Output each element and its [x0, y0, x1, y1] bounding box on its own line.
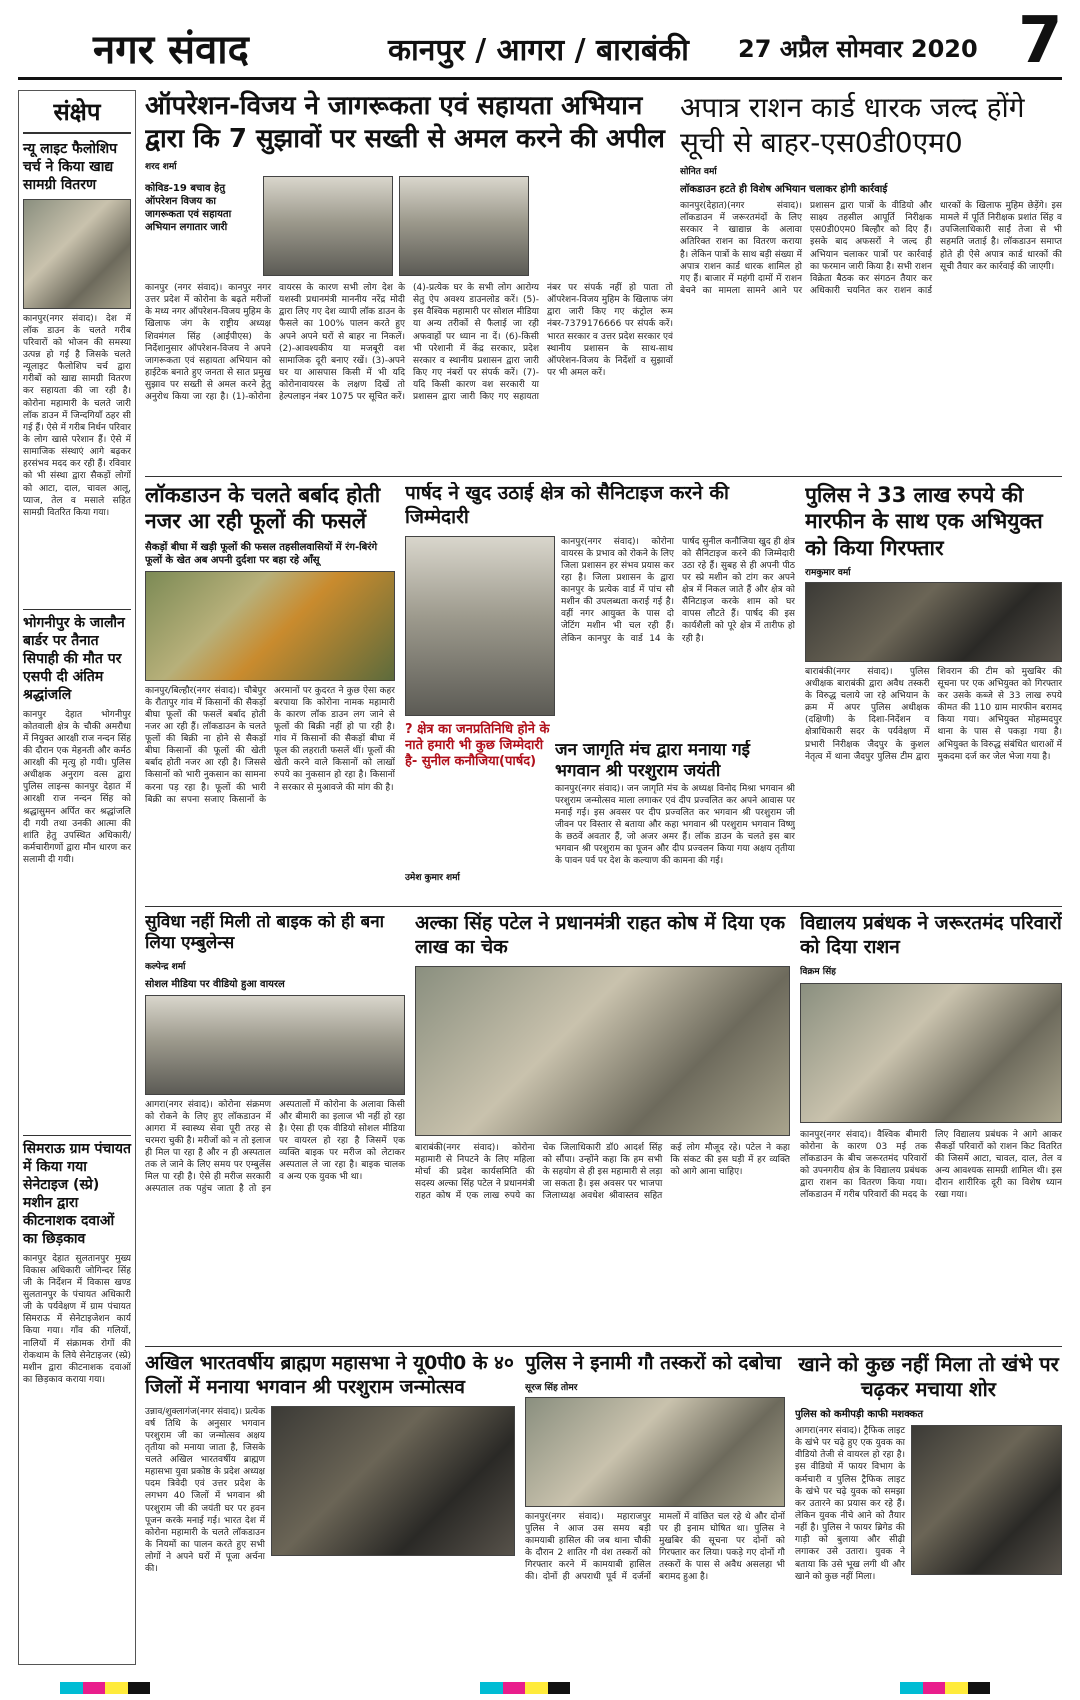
article-parshuram-jayanti [555, 740, 795, 905]
subheadline: कोविड-19 बचाव हेतु ऑपरेशन विजय का जागरूकता एवं सहायता अभियान लगातार जारी [145, 183, 232, 233]
article-body: आगरा(नगर संवाद)। कोरोना संक्रमण को रोकने के लिए हुए लॉकडाउन में आगरा में स्वास्थ्य सेवा पूरी तरह से चरमरा चुकी है। मरीजों को न तो इलाज ही मिल पा रहा है और न ही अस्पताल तक ले जाने के लिए समय पर एम्बुलेंस मिल पा रही है। ऐसे ही मरीज सरकारी अस्पताल तक पहुंच जाता है तो इन अस्पतालों में कोरोना के अलावा किसी और बीमारी का इलाज भी नहीं हो रहा है। ऐसा ही एक वीडियो सोशल मीडिया पर वायरल हो रहा है जिसमें एक व्यक्ति बाइक पर मरीज को लेटाकर अस्पताल ले जा रहा है। बाइक चालक व अन्य एक युवक भी था। [145, 1099, 405, 1195]
brief-body: कानपुर देहात भोगनीपुर कोतवाली क्षेत्र के चौकी अमरौधा में नियुक्त आरक्षी राज नन्दन सिंह की दौरान एक मेहनती और कर्मठ आरक्षी की मृत्यु हो गयी। पुलिस अधीक्षक अनुराग वत्स द्वारा पुलिस लाइन्स कानपुर देहात में आरक्षी राज नन्दन सिंह को श्रद्धासुमन अर्पित कर श्रद्धांजलि दी गयी तथा उनकी आत्मा की शांति हेतु उपस्थित अधिकारी/कर्मचारीगणों द्वारा मौन धारण कर सलामी दी गयी। [23, 709, 131, 866]
headline: अल्का सिंह पटेल ने प्रधानमंत्री राहत कोष में दिया एक लाख का चेक [415, 912, 786, 958]
article-body: कानपुर(नगर संवाद)। कोरोना वायरस के प्रभाव को रोकने के लिए जिला प्रशासन हर संभव प्रयास कर रहा है। जिला प्रशासन के द्वारा कानपुर के प्रत्येक वार्ड में पांच सौ मशीन की उपलब्धता कराई गई है। वहीं नगर आयुक्त के पास दो जेटिंग मशीन भी चल रही हैं। लेकिन कानपुर के वार्ड 14 के पार्षद सुनील कनौजिया खुद ही क्षेत्र को सैनिटाइज करने की जिम्मेदारी उठा रहे हैं। सुबह से ही अपनी पीठ पर स्प्रे मशीन को टांग कर अपने क्षेत्र में निकल जाते हैं और क्षेत्र को सैनिटाइज करके शाम को घर वापस लौटते हैं। पार्षद की इस कार्यशैली को पूरे क्षेत्र में तारीफ हो रही है। [561, 536, 795, 644]
article-ration-school [800, 912, 1062, 1342]
article-photo [399, 176, 529, 276]
article-photo [271, 1406, 515, 1556]
article-body: कानपुर (नगर संवाद)। कानपुर नगर उत्तर प्रदेश में कोरोना के बढ़ते मरीजों के मध्य नगर ऑपरेशन-विजय मुहिम के खिलाफ जंग के राष्ट्रीय अध्यक्ष शिवमंगल सिंह (आईपीएस) के निर्देशानुसार ऑपरेशन-विजय ने अपने जागरूकता एवं सहायता अभियान को हाईटेक बनाते हुए जनता से सात प्रमुख सुझाव पर सख्ती से अमल करने हेतु अनुरोध किया जा रहा है। (1)-कोरोना वायरस के कारण सभी लोग देश के यशस्वी प्रधानमंत्री माननीय नरेंद्र मोदी द्वारा लिए गए देश व्यापी लॉक डाउन के फैसले का 100% पालन करते हुए अपने अपने घरों से बाहर ना निकलें। (2)-आवश्यकीय या मजबूरी वश सामाजिक दूरी बनाए रखें। (3)-अपने घर या आसपास किसी में भी यदि कोरोनावायरस के लक्षण दिखें तो हेल्पलाइन नंबर 1075 पर सूचित करें। (4)-प्रत्येक घर के सभी लोग आरोग्य सेतु ऐप अवश्य डाउनलोड करें। (5)-इस वैश्विक महामारी पर सोशल मीडिया या अन्य तरीकों से फैलाई जा रही अफवाहों पर ध्यान ना दें। (6)-किसी भी परेशानी में केंद्र सरकार, प्रदेश सरकार व स्थानीय प्रशासन द्वारा जारी किए गए नंबरों पर संपर्क करें। (7)-यदि किसी कारण वश सरकारी या प्रशासन द्वारा जारी किए गए सहायता नंबर पर संपर्क नहीं हो पाता तो ऑपरेशन-विजय मुहिम के खिलाफ जंग द्वारा जारी किए गए कंट्रोल रूम नंबर-7379176666 पर संपर्क करें। भारत सरकार व उत्तर प्रदेश सरकार एवं स्थानीय प्रशासन के साथ-साथ ऑपरेशन-विजय के निर्देशों व सुझावों पर भी अमल करें। [145, 283, 673, 403]
article-photo [911, 1425, 1062, 1575]
brief-headline: सिमराऊ ग्राम पंचायत में किया गया सेनेटाइज (स्प्रे) मशीन द्वारा कीटनाशक दवाओं का छिड़काव [23, 1135, 131, 1249]
article-body: कानपुर(नगर संवाद)। महाराजपुर पुलिस ने आज उस समय बड़ी कामयाबी हासिल की जब थाना चौकी के दौरान 2 शातिर गौ वंश तस्करों को गिरफ्तार करने में कामयाबी हासिल की। दोनों ही अपराधी पूर्व में दर्जनों मामलों में वांछित चल रहे थे और दोनों पर ही इनाम घोषित था। पुलिस ने मुखबिर की सूचना पर दोनों को गिरफ्तार कर लिया। पकड़े गए दोनों गौ तस्करों के पास से अवैध असलहा भी बरामद हुआ है। [525, 1511, 785, 1583]
divider [145, 906, 1062, 907]
color-registration-bar [900, 1682, 990, 1694]
brief-body: कानपुर(नगर संवाद)। देश में लॉक डाउन के चलते गरीब परिवारों को भोजन की समस्या उत्पन्न हो गई है जिसके चलते न्यूलाइट फैलोशिप चर्च द्वारा गरीबों को खाद्य सामग्री वितरण कर सहायता की जा रही है। कोरोना महामारी के चलते जारी लॉक डाउन में जिन्दगियाँ ठहर सी गई हैं। ऐसे में गरीब निर्धन परिवार के लोग खासे परेशान हैं। ऐसे में सामाजिक संस्थाएं आगे बढ़कर हरसंभव मदद कर रही हैं। रविवार को भी संस्था द्वारा सैकड़ों लोगों को आटा, दाल, चावल आलू, प्याज, तेल व मसाले सहित सामग्री वितरित किया गया। [23, 313, 131, 518]
subheadline: सैकड़ों बीघा में खड़ी फूलों की फसल तहसीलवासियों में रंग-बिरंगे फूलों के खेत अब अपनी दुर्दशा पर बहा रहे आँसू [145, 541, 378, 566]
article-body: कानपुर(नगर संवाद)। जन जागृति मंच के अध्यक्ष विनोद मिश्रा भगवान श्री परशुराम जन्मोत्सव माला लगाकर एवं दीप प्रज्वलित कर अपने आवास पर मनाई गई। इस अवसर पर दीप प्रज्वलित कर भगवान श्री परशुराम जी जीवन पर विस्तार से बताया और कहा भगवान श्री परशुराम भगवान विष्णु के छठवें अवतार हैं, जो अजर अमर हैं। लॉक डाउन के चलते इस बार भगवान श्री परशुराम का पूजन और दीप प्रज्वलन किया गया अक्षय तृतीया के पावन पर्व पर देश के कल्याण की कामना की गई। [555, 783, 795, 867]
color-registration-bar [480, 1682, 570, 1694]
article-photo [525, 1397, 785, 1507]
headline: जन जागृति मंच द्वारा मनाया गई भगवान श्री परशुराम जयंती [555, 740, 751, 782]
article-morphine [805, 482, 1062, 902]
sidebar-briefs [18, 90, 136, 1665]
article-flowers [145, 482, 395, 892]
article-body: कानपुर(देहात)(नगर संवाद)। लॉकडाउन में जरूरतमंदों के लिए सरकार ने खाद्यान्न के अलावा अतिरिक्त राशन का वितरण कराया है। लेकिन पात्रों के साथ बड़ी संख्या में अपात्र राशन कार्ड धारक शामिल हो गए हैं। बाजार में महंगी दामों में राशन बेचने का मामला सामने आने पर प्रशासन द्वारा पात्रों के वीडियो और साक्ष्य तहसील आपूर्ति निरीक्षक एस0डी0एम0 बिल्हौर को दिए हैं। इसके बाद अफसरों ने जल्द ही अभियान चलाकर पात्रों पर कार्रवाई का फरमान जारी किया है। सभी राशन विक्रेता बैठक कर संगठन तैयार कर अधिकारी चयनित कर राशन कार्ड धारकों के खिलाफ मुहिम छेड़ेंगे। इस मामले में पूर्ति निरीक्षक प्रशांत सिंह व उपजिलाधिकारी साईं तेजा से भी सहमति जताई है। लॉकडाउन समाप्त होते ही ऐसे अपात्र कार्ड धारकों की सूची तैयार कर कार्रवाई की जाएगी। [680, 201, 1062, 296]
headline: पार्षद ने खुद उठाई क्षेत्र को सैनिटाइज करने की जिम्मेदारी [405, 482, 729, 528]
article-photo [145, 995, 405, 1095]
divider [145, 1346, 1062, 1347]
headline: सुविधा नहीं मिली तो बाइक को ही बना लिया एम्बुलेन्स [145, 912, 385, 954]
headline: अखिल भारतवर्षीय ब्राह्मण महासभा ने यू0पी0 के ४० जिलों में मनाया भगवान श्री परशुराम जन्मोत्सव [145, 1352, 514, 1398]
article-cow-smugglers [525, 1352, 785, 1662]
article-ambulance [145, 912, 405, 1342]
article-brahmin-mahasabha [145, 1352, 515, 1662]
article-pole [795, 1352, 1062, 1662]
article-photo [415, 966, 790, 1136]
masthead [18, 4, 1063, 80]
sidebar-title: संक्षेप [23, 95, 131, 134]
article-photo [800, 983, 1062, 1123]
cities: कानपुर / आगरा / बाराबंकी [388, 33, 689, 68]
article-ration-card [680, 90, 1062, 470]
pull-quote: ? क्षेत्र का जनप्रतिनिधि होने के नाते हमारी भी कुछ जिम्मेदारी है- सुनील कनौजिया(पार्षद) [405, 721, 550, 769]
section-title: नगर संवाद [93, 27, 249, 73]
headline: ऑपरेशन-विजय ने जागरूकता एवं सहायता अभियान द्वारा कि 7 सुझावों पर सख्ती से अमल करने की अपील [145, 91, 665, 154]
article-cheque [415, 912, 790, 1342]
brief-headline: भोगनीपुर के जालौन बार्डर पर तैनात सिपाही की मौत पर एसपी दी अंतिम श्रद्धांजलि [23, 609, 131, 705]
byline: सूरज सिंह तोमर [525, 1382, 578, 1393]
headline: खाने को कुछ नहीं मिला तो खंभे पर चढ़कर मचाया शोर [798, 1352, 1059, 1401]
article-body: कानपुर/बिल्हौर(नगर संवाद)। चौबेपुर के रौतापुर गांव में किसानों की सैकड़ों बीघा फूलों की फसलें बर्बाद होती नजर आ रही हैं। लॉकडाउन के चलते फूलों की बिक्री ना होने से सैकड़ों बीघा किसानों की फूलों की खेती बर्बाद होती नजर आ रही है। जिससे किसानों को भारी नुकसान का सामना करना पड़ रहा है। फूलों की भारी बिक्री का सपना सजाए किसानों के अरमानों पर कुदरत ने कुछ ऐसा कहर बरपाया कि कोरोना नामक महामारी के कारण लॉक डाउन लग जाने से फूलों की बिक्री नहीं हो पा रही है। गांव में किसानों की सैकड़ों बीघा में फूल की लहराती फसलें थीं। फूलों की खेती करने वाले किसानों को लाखों रुपये का नुकसान हो रहा है। किसानों ने सरकार से मुआवजे की मांग की है। [145, 685, 395, 805]
article-photo [145, 571, 395, 681]
headline: पुलिस ने इनामी गौ तस्करों को दबोचा [525, 1352, 782, 1374]
brief-body: कानपुर देहात सुलतानपुर मुख्य विकास अधिकारी जोगिन्दर सिंह जी के निर्देशन में विकास खण्ड सुलतानपुर के पंचायत अधिकारी जी के पर्यवेक्षण में ग्राम पंचायत सिमराऊ में सेनेटाइजेशन कार्य किया गया। गाँव की गलियों, नालियों में संक्रामक रोगों की रोकथाम के लिये सेनेटाइजर (स्प्रे) मशीन द्वारा कीटनाशक दवाओं का छिड़काव कराया गया। [23, 1253, 131, 1386]
subheadline: लॉकडाउन हटते ही विशेष अभियान चलाकर होगी कार्रवाई [680, 184, 888, 195]
article-body: उन्नाव/शुक्लागंज(नगर संवाद)। प्रत्येक वर्ष तिथि के अनुसार भगवान परशुराम जी का जन्मोत्सव अक्षय तृतीया को मनाया जाता है, जिसके चलते अखिल भारतवर्षीय ब्राह्मण महासभा युवा प्रकोष्ठ के प्रदेश अध्यक्ष पदम त्रिवेदी एवं उत्तर प्रदेश के लगभग 40 जिलों में भगवान श्री परशुराम जी की जयंती घर पर हवन पूजन करके मनाई गई। भारत देश में कोरोना महामारी के चलते लॉकडाउन के नियमों का पालन करते हुए सभी लोगों ने अपने घरों में पूजा अर्चना की। [145, 1406, 265, 1575]
headline: पुलिस ने 33 लाख रुपये की मारफीन के साथ एक अभियुक्त को किया गिरफ्तार [805, 483, 1043, 560]
article-photo [805, 582, 1062, 662]
article-body: आगरा(नगर संवाद)। ट्रैफिक लाइट के खंभे पर चढ़े हुए एक युवक का वीडियो तेजी से वायरल हो रहा है। इस वीडियो में फायर विभाग के कर्मचारी व पुलिस ट्रैफिक लाइट के खंभे पर चढ़े युवक को समझा कर उतारने का प्रयास कर रहे हैं। लेकिन युवक नीचे आने को तैयार नहीं है। पुलिस ने फायर ब्रिगेड की गाड़ी को बुलाया और सीढ़ी लगाकर उसे उतारा। युवक ने बताया कि उसे भूख लगी थी और खाने को कुछ नहीं मिला। [795, 1426, 905, 1582]
byline: कल्पेन्द्र शर्मा [145, 961, 186, 972]
article-operation-vijay [145, 90, 673, 470]
article-photo [263, 176, 393, 276]
subheadline: सोशल मीडिया पर वीडियो हुआ वायरल [145, 978, 285, 990]
byline: विक्रम सिंह [800, 966, 836, 977]
divider [145, 476, 1062, 477]
article-body: बाराबंकी(नगर संवाद)। कोरोना महामारी से निपटने के लिए महिला मोर्चा की प्रदेश कार्यसमिति की सदस्य अल्का सिंह पटेल ने प्रधानमंत्री राहत कोष में एक लाख रुपये का चेक जिलाधिकारी डॉ0 आदर्श सिंह को सौंपा। उन्होंने कहा कि हम सभी के सहयोग से ही इस महामारी से लड़ा जा सकता है। इस अवसर पर भाजपा जिलाध्यक्ष अवधेश श्रीवास्तव सहित कई लोग मौजूद रहे। पटेल ने कहा कि संकट की इस घड़ी में हर व्यक्ति को आगे आना चाहिए। [415, 1142, 790, 1202]
byline: उमेश कुमार शर्मा [405, 872, 460, 883]
headline: अपात्र राशन कार्ड धारक जल्द होंगे सूची से बाहर-एस0डी0एम0 [680, 91, 1025, 159]
byline: शरद शर्मा [145, 162, 177, 172]
headline: लॉकडाउन के चलते बर्बाद होती नजर आ रही फूलों की फसलें [145, 483, 381, 534]
issue-date: 27 अप्रैल सोमवार 2020 [738, 35, 978, 63]
byline: सोनित वर्मा [680, 167, 717, 177]
page-number: 7 [1018, 4, 1063, 78]
byline: रामकुमार वर्मा [805, 567, 851, 578]
article-body: कानपुर(नगर संवाद)। वैश्विक बीमारी कोरोना के कारण 03 मई तक लॉकडाउन के बीच जरूरतमंद परिवारों को उपनगरीय क्षेत्र के विद्यालय प्रबंधक द्वारा राशन का वितरण किया गया। लॉकडाउन में गरीब परिवारों की मदद के लिए विद्यालय प्रबंधक ने आगे आकर सैकड़ों परिवारों को राशन किट वितरित की जिसमें आटा, चावल, दाल, तेल व अन्य आवश्यक सामग्री शामिल थी। इस दौरान शारीरिक दूरी का विशेष ध्यान रखा गया। [800, 1129, 1062, 1201]
brief-headline: न्यू लाइट फैलोशिप चर्च ने किया खाद्य सामग्री वितरण [23, 141, 118, 194]
brief-photo [23, 199, 131, 309]
subheadline: पुलिस को कमीपड़ी काफी मशक्कत [795, 1409, 924, 1420]
article-body: बाराबंकी(नगर संवाद)। पुलिस अधीक्षक बाराबंकी द्वारा अवैध तस्करी के विरुद्ध चलाये जा रहे अभियान के क्रम में अपर पुलिस अधीक्षक (दक्षिणी) के दिशा-निर्देशन व क्षेत्राधिकारी सदर के पर्यवेक्षण में प्रभारी निरीक्षक जैदपुर के कुशल नेतृत्व में थाना जैदपुर पुलिस टीम द्वारा शिवरान की टीम को मुखबिर की सूचना पर एक अभियुक्त को गिरफ्तार कर उसके कब्जे से 33 लाख रुपये कीमत की 110 ग्राम मारफीन बरामद किया गया। अभियुक्त मोहम्मदपुर थाना के पास से पकड़ा गया है। अभियुक्त के विरुद्ध संबंधित धाराओं में मुकदमा दर्ज कर जेल भेजा गया है। [805, 666, 1062, 762]
article-photo [405, 536, 555, 716]
headline: विद्यालय प्रबंधक ने जरूरतमंद परिवारों को दिया राशन [800, 912, 1062, 958]
color-registration-bar [60, 1682, 150, 1694]
